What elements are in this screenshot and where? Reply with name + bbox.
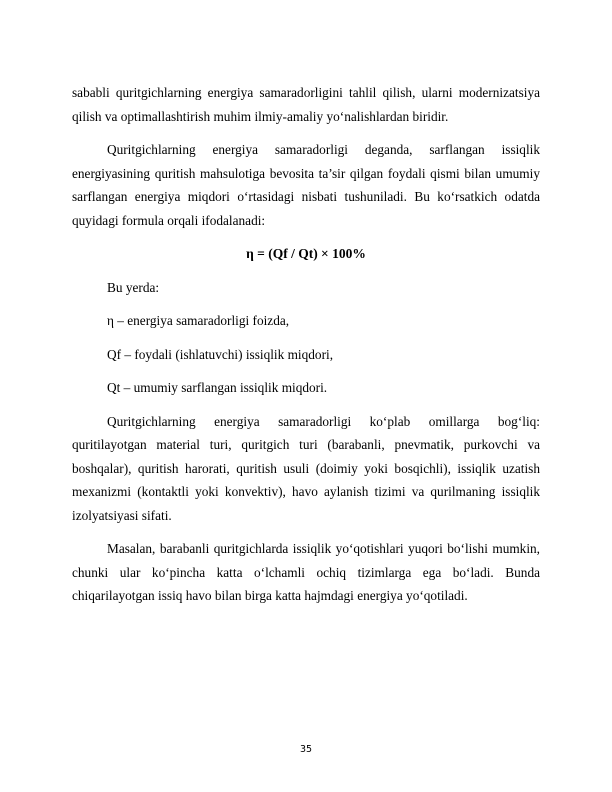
paragraph-factors: Quritgichlarning energiya samaradorligi ko‘plab omillarga bog‘liq: quritilayotgan material turi, quritgich turi (barabanli, pnevmatik, purkovchi va boshqalar), quritish harorati, quritish usuli (doimiy yoki bosqichli), issiqlik uzatish mexanizmi (kontaktli yoki konvektiv), havo aylanish tizimi va qurilmaning issiqlik izolyatsiyasi sifati.	[72, 413, 540, 523]
where-label: Bu yerda:	[107, 279, 160, 295]
page-number: 35	[299, 744, 313, 755]
paragraph-example: Masalan, barabanli quritgichlarda issiqlik yo‘qotishlari yuqori bo‘lishi mumkin, chunki ular ko‘pincha katta o‘lchamli ochiq tizimlarga ega bo‘ladi. Bunda chiqarilayotgan issiq havo bilan birga katta hajmdagi energiya yo‘qotiladi.	[72, 541, 540, 603]
paragraph-definition: Quritgichlarning energiya samaradorligi deganda, sarflangan issiqlik energiyasining quritish mahsulotiga bevosita ta’sir qilgan foydali qismi bilan umumiy sarflangan energiya miqdori o‘rtasidagi nisbati tushuniladi. Bu ko‘rsatkich odatda quyidagi formula orqali ifodalanadi:	[72, 142, 540, 228]
paragraph-continuation: sababli quritgichlarning energiya samaradorligini tahlil qilish, ularni modernizatsiya qilish va optimallashtirish muhim ilmiy-amaliy yo‘nalishlardan biridir.	[72, 85, 540, 124]
definition-eta: η – energiya samaradorligi foizda,	[107, 313, 290, 328]
definition-qt: Qt – umumiy sarflangan issiqlik miqdori.	[107, 380, 328, 395]
text-column	[72, 81, 540, 608]
definition-qf: Qf – foydali (ishlatuvchi) issiqlik miqdori,	[107, 346, 334, 362]
efficiency-formula: η = (Qf / Qt) × 100%	[246, 246, 366, 261]
